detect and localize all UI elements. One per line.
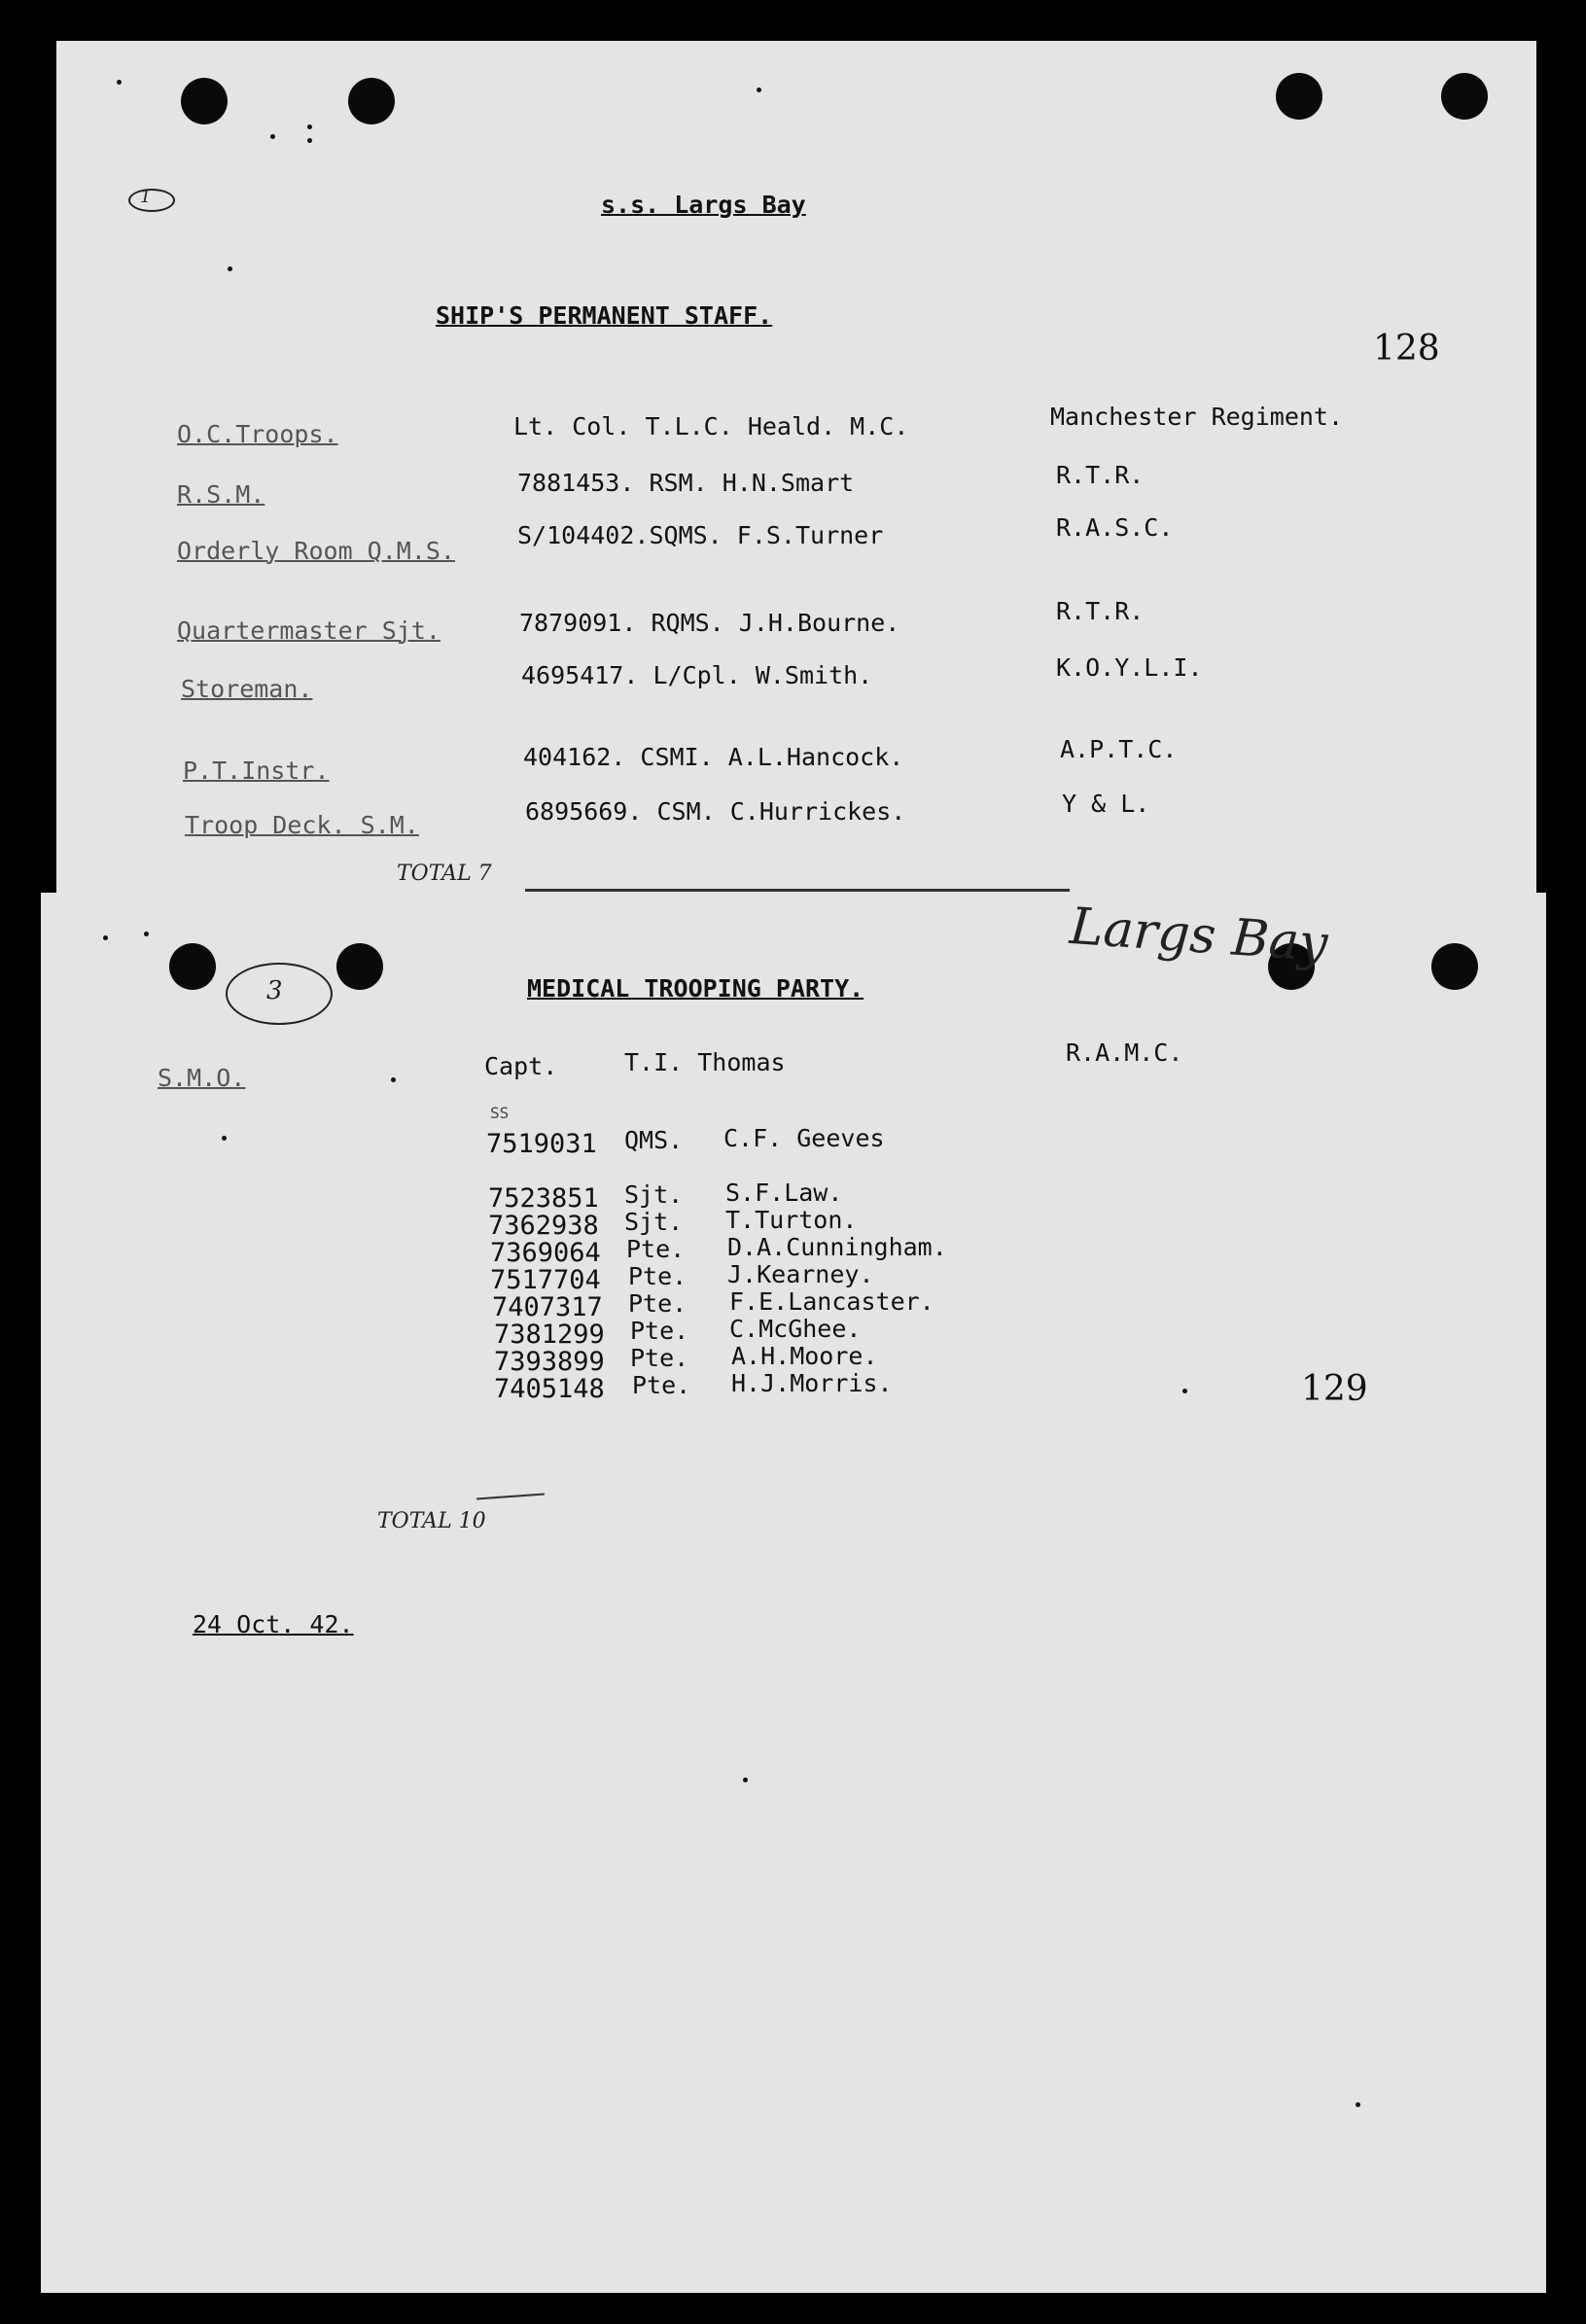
staff-name: 4695417. L/Cpl. W.Smith.	[521, 661, 873, 689]
service-number: 7405148	[494, 1374, 605, 1404]
total-count: TOTAL 10	[377, 1509, 486, 1533]
staff-name: F.E.Lancaster.	[729, 1287, 934, 1316]
punch-hole	[1276, 73, 1322, 120]
document-page-bottom	[41, 893, 1546, 2293]
staff-unit: Manchester Regiment.	[1050, 403, 1344, 431]
staff-name: C.McGhee.	[729, 1315, 862, 1343]
page-number: 129	[1301, 1369, 1368, 1409]
staff-name: C.F. Geeves	[723, 1124, 885, 1152]
page-number: 128	[1373, 329, 1440, 369]
rank: Capt.	[484, 1052, 558, 1080]
rank: Pte.	[628, 1289, 687, 1318]
rank: Pte.	[628, 1262, 687, 1290]
total-underline	[476, 1494, 545, 1500]
staff-unit: R.A.M.C.	[1066, 1039, 1183, 1067]
role-label: O.C.Troops.	[177, 420, 338, 448]
staff-unit: R.A.S.C.	[1056, 513, 1174, 542]
service-number: 7523851	[488, 1183, 599, 1214]
staff-name: H.J.Morris.	[731, 1369, 893, 1397]
section-heading: MEDICAL TROOPING PARTY.	[527, 974, 864, 1003]
service-number: 7381299	[494, 1320, 605, 1350]
punch-hole	[1431, 943, 1478, 990]
role-label: Orderly Room Q.M.S.	[177, 537, 455, 565]
staff-unit: A.P.T.C.	[1060, 735, 1178, 763]
staff-name: Lt. Col. T.L.C. Heald. M.C.	[513, 412, 909, 440]
staff-name: 7879091. RQMS. J.H.Bourne.	[519, 609, 900, 637]
document-date: 24 Oct. 42.	[193, 1610, 354, 1638]
signature: Largs Bay	[1068, 897, 1330, 974]
service-number: 7369064	[490, 1238, 601, 1268]
role-label: Quartermaster Sjt.	[177, 616, 441, 645]
circled-number: 3	[266, 976, 283, 1005]
punch-hole	[181, 78, 228, 124]
section-heading: SHIP'S PERMANENT STAFF.	[436, 301, 773, 330]
role-label: Troop Deck. S.M.	[185, 811, 419, 839]
staff-name: 6895669. CSM. C.Hurrickes.	[525, 797, 906, 826]
staff-unit: K.O.Y.L.I.	[1056, 653, 1203, 682]
punch-hole	[348, 78, 395, 124]
service-number: 7519031	[486, 1129, 597, 1159]
punch-hole	[336, 943, 383, 990]
page-mark: 1	[140, 187, 152, 207]
divider	[525, 889, 1070, 892]
rank: Sjt.	[624, 1208, 684, 1236]
service-number: 7407317	[492, 1292, 603, 1322]
ship-title: s.s. Largs Bay	[601, 191, 806, 219]
staff-name: T.Turton.	[725, 1206, 858, 1234]
punch-hole	[169, 943, 216, 990]
page-mark-circle	[128, 189, 175, 212]
staff-name: D.A.Cunningham.	[727, 1233, 947, 1261]
staff-name: S.F.Law.	[725, 1179, 843, 1207]
staff-name: S/104402.SQMS. F.S.Turner	[517, 521, 884, 549]
role-label: Storeman.	[181, 675, 313, 703]
rank: Pte.	[626, 1235, 686, 1263]
staff-name: T.I. Thomas	[624, 1048, 786, 1076]
staff-unit: R.T.R.	[1056, 597, 1145, 625]
rank: Pte.	[632, 1371, 691, 1399]
service-number: 7362938	[488, 1211, 599, 1241]
punch-hole	[1441, 73, 1488, 120]
document-page-top	[56, 41, 1536, 897]
service-number: 7517704	[490, 1265, 601, 1295]
rank: Pte.	[630, 1344, 689, 1372]
staff-name: 7881453. RSM. H.N.Smart	[517, 469, 855, 497]
role-label: S.M.O.	[158, 1064, 246, 1092]
service-number: 7393899	[494, 1347, 605, 1377]
staff-name: A.H.Moore.	[731, 1342, 878, 1370]
rank: Pte.	[630, 1317, 689, 1345]
total-count: TOTAL 7	[397, 862, 492, 886]
staff-unit: Y & L.	[1062, 790, 1150, 818]
staff-unit: R.T.R.	[1056, 461, 1145, 489]
staff-name: 404162. CSMI. A.L.Hancock.	[523, 743, 904, 771]
rank: QMS.	[624, 1126, 684, 1154]
rank: Sjt.	[624, 1180, 684, 1209]
staff-name: J.Kearney.	[727, 1260, 874, 1288]
annotation-mark: SS	[490, 1104, 510, 1122]
role-label: P.T.Instr.	[183, 757, 330, 785]
role-label: R.S.M.	[177, 480, 265, 509]
